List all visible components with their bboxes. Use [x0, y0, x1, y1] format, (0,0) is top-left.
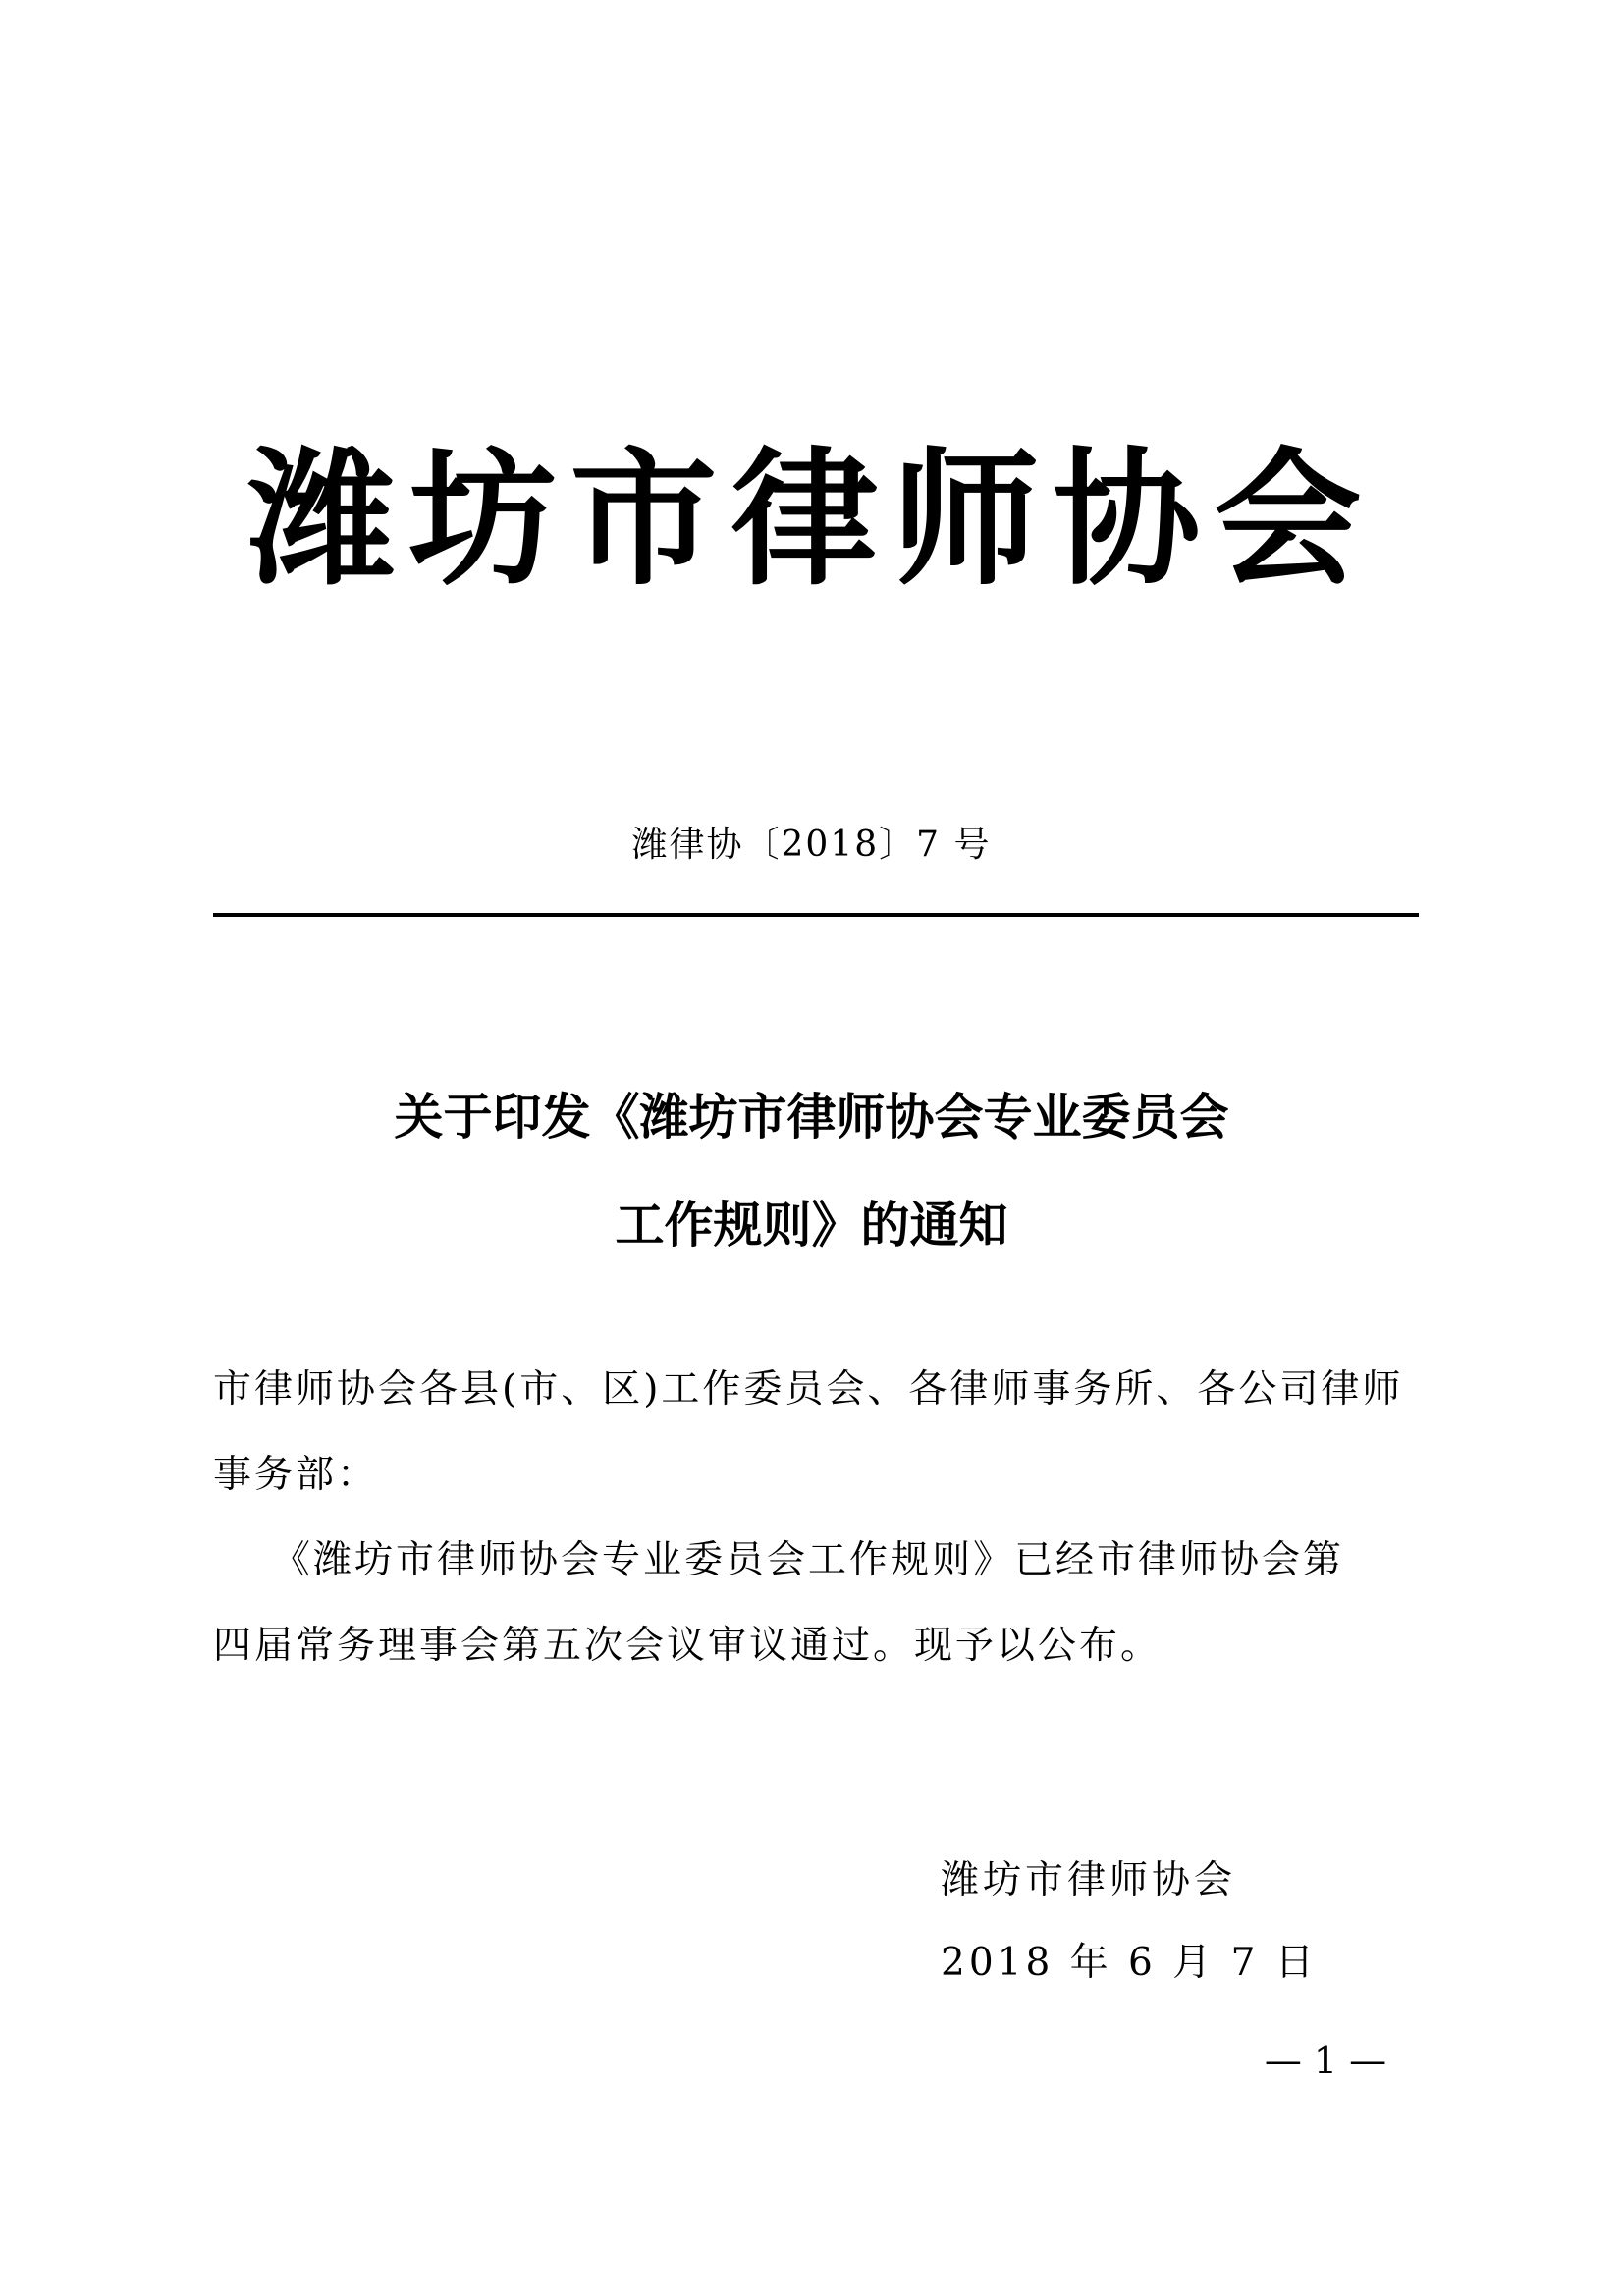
document-number: 潍律协〔2018〕7 号: [631, 825, 992, 865]
addressee-line-2: 事务部：: [213, 1453, 379, 1497]
signature-date: 2018 年 6 月 7 日: [941, 1941, 1318, 1985]
masthead-title: 潍坊市律师协会: [247, 435, 1376, 606]
notice-title-line-2: 工作规则》的通知: [615, 1197, 1008, 1254]
signature-organization: 潍坊市律师协会: [941, 1858, 1237, 1902]
notice-title-line-1: 关于印发《潍坊市律师协会专业委员会: [394, 1089, 1229, 1146]
page-number: — 1 —: [1264, 2039, 1387, 2082]
addressee-line-1: 市律师协会各县(市、区)工作委员会、各律师事务所、各公司律师: [213, 1367, 1404, 1412]
body-paragraph-line-2: 四届常务理事会第五次会议审议通过。现予以公布。: [213, 1624, 1163, 1668]
header-divider: [213, 913, 1419, 917]
body-paragraph-line-1: 《潍坊市律师协会专业委员会工作规则》已经市律师协会第: [272, 1538, 1345, 1582]
